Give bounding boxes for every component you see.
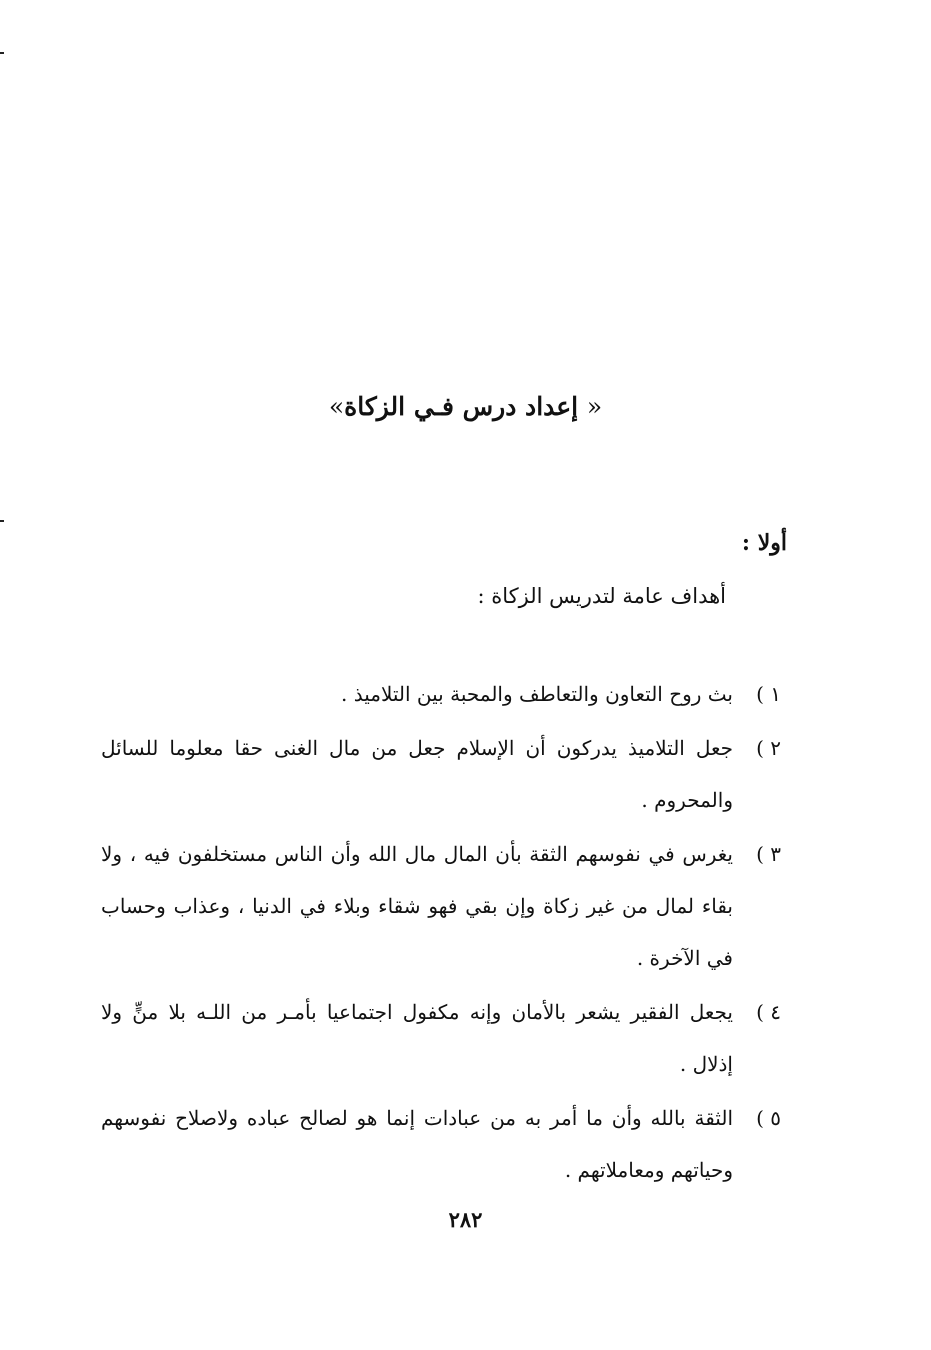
item-number: ٥ ) (756, 1106, 781, 1130)
objectives-list (101, 668, 781, 1198)
margin-mark (0, 52, 4, 54)
list-item (101, 828, 781, 984)
item-text: جعل التلاميذ يدركون أن الإسلام جعل من مال الغنى حقا معلوما للسائل والمحروم . (101, 736, 733, 812)
title-open-quote: « (586, 392, 603, 421)
title-close-quote: » (328, 392, 345, 421)
item-text: يغرس في نفوسهم الثقة بأن المال مال الله وأن الناس مستخلفون فيه ، ولا بقاء لمال من غير زكاة وإن بقي فهو شقاء وبلاء في الدنيا ، وعذاب وحساب في الآخرة . (101, 842, 734, 970)
item-number: ٣ ) (756, 842, 781, 866)
item-number: ٤ ) (756, 1000, 781, 1024)
subheading: أهداف عامة لتدريس الزكاة : (477, 584, 726, 608)
item-number: ٢ ) (756, 736, 781, 760)
item-text: الثقة بالله وأن ما أمر به من عبادات إنما هو لصالح عباده ولاصلاح نفوسهم وحياتهم ومعاملاتهم . (101, 1106, 733, 1182)
section-label: أولا : (741, 530, 787, 556)
list-item (101, 986, 781, 1090)
margin-mark (0, 520, 4, 522)
title-text: إعداد درس فـي الزكاة (344, 392, 579, 421)
list-item (101, 1092, 781, 1196)
item-text: بث روح التعاون والتعاطف والمحبة بين التلاميذ . (340, 682, 733, 706)
page-number: ٢٨٢ (448, 1207, 483, 1232)
item-number: ١ ) (756, 682, 781, 706)
list-item (101, 722, 781, 826)
page-title (0, 392, 931, 421)
item-text: يجعل الفقير يشعر بالأمان وإنه مكفول اجتماعيا بأمـر من اللـه بلا منٍّ ولا إذلال . (101, 1000, 733, 1076)
list-item (101, 668, 781, 720)
